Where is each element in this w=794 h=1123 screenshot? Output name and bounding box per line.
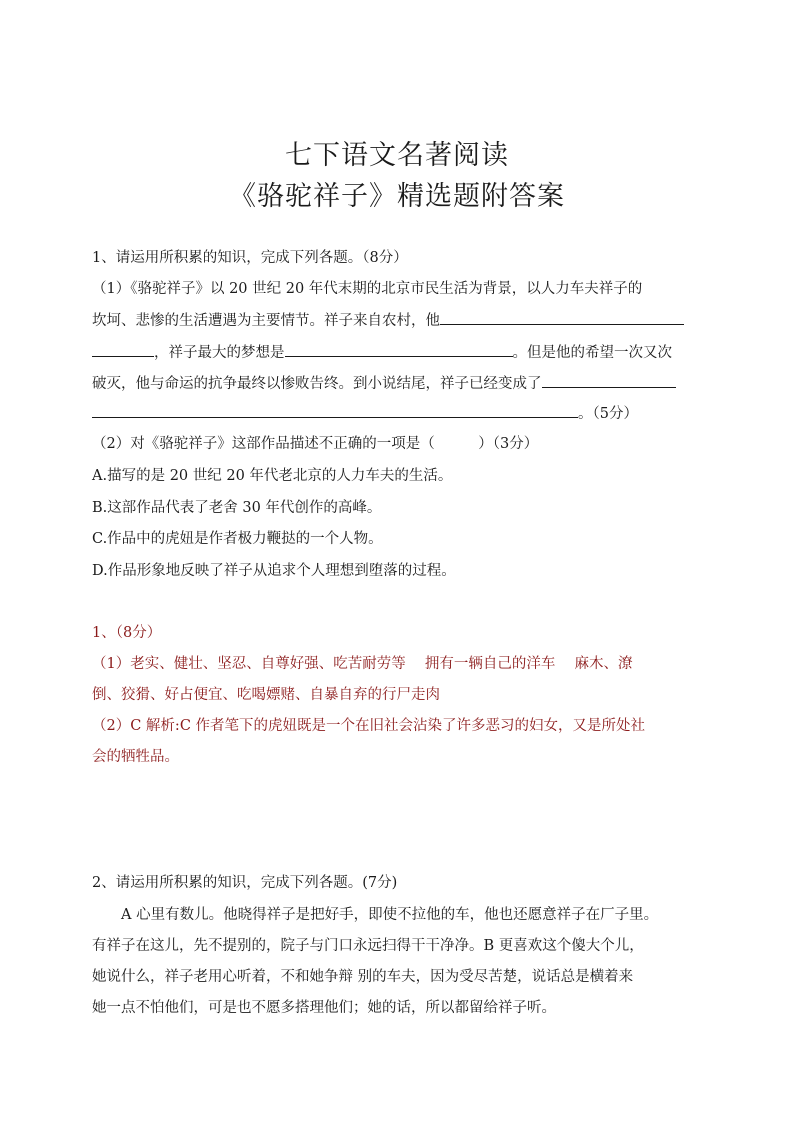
question-1-part1-line3 bbox=[92, 342, 672, 363]
answer-blank-1-cont[interactable] bbox=[92, 342, 154, 357]
option-d: D.作品形象地反映了祥子从追求个人理想到堕落的过程。 bbox=[92, 563, 456, 579]
answer-blank-1[interactable] bbox=[440, 310, 684, 325]
question-1-ending-text: 破灭，他与命运的抗争最终以惨败告终。到小说结尾，祥子已经变成了 bbox=[92, 376, 542, 392]
answer-blank-3-cont[interactable] bbox=[92, 403, 578, 418]
answer-1-line3: （2）C 解析:C 作者笔下的虎妞既是一个在旧社会沾染了许多恶习的妇女，又是所处社 bbox=[92, 718, 646, 734]
question-1-stem: 1、请运用所积累的知识，完成下列各题。（8分） bbox=[92, 250, 408, 266]
question-1-part1-score: 。（5分） bbox=[578, 406, 638, 422]
document-title-line1: 七下语文名著阅读 bbox=[285, 140, 509, 171]
question-1-part1-line2 bbox=[92, 310, 684, 331]
question-2-stem: 2、请运用所积累的知识，完成下列各题。(7分) bbox=[92, 875, 398, 891]
question-1-part1-line1: （1）《骆驼祥子》以 20 世纪 20 年代末期的北京市民生活为背景，以人力车夫祥子的 bbox=[92, 281, 643, 297]
answer-1-line2: 倒、狡猾、好占便宜、吃喝嫖赌、自暴自弃的行尸走肉 bbox=[92, 687, 440, 703]
option-a: A.描写的是 20 世纪 20 年代老北京的人力车夫的生活。 bbox=[92, 468, 453, 484]
passage-line3: 她说什么，祥子老用心听着，不和她争辩 别的车夫，因为受尽苦楚，说话总是横着来 bbox=[92, 969, 634, 985]
answer-1-heading: 1、（8分） bbox=[92, 625, 162, 641]
question-1-part1-line5 bbox=[92, 403, 638, 424]
passage-line4: 她一点不怕他们，可是也不愿多搭理他们；她的话，所以都留给祥子听。 bbox=[92, 1000, 556, 1016]
question-1-part1-text: 坎坷、悲惨的生活遭遇为主要情节。祥子来自农村，他 bbox=[92, 313, 440, 329]
question-1-part2-stem: （2）对《骆驼祥子》这部作品描述不正确的一项是（ ）（3分） bbox=[92, 436, 539, 452]
answer-1-line1: （1）老实、健壮、坚忍、自尊好强、吃苦耐劳等 拥有一辆自己的洋车 麻木、潦 bbox=[92, 656, 633, 672]
document-title-line2: 《骆驼祥子》精选题附答案 bbox=[229, 181, 565, 212]
passage-line1: A 心里有数儿。他晓得祥子是把好手，即使不拉他的车，他也还愿意祥子在厂子里。 bbox=[92, 907, 659, 923]
option-c: C.作品中的虎妞是作者极力鞭挞的一个人物。 bbox=[92, 531, 383, 547]
answer-blank-3[interactable] bbox=[542, 373, 676, 388]
answer-1-line4: 会的牺牲品。 bbox=[92, 749, 179, 765]
option-b: B.这部作品代表了老舍 30 年代创作的高峰。 bbox=[92, 500, 382, 516]
question-1-part1-line4 bbox=[92, 373, 676, 394]
question-1-hope-text: 。但是他的希望一次又次 bbox=[512, 345, 672, 361]
question-1-dream-label: ，祥子最大的梦想是 bbox=[154, 345, 285, 361]
passage-line2: 有祥子在这儿，先不提别的，院子与门口永远扫得干干净净。B 更喜欢这个傻大个儿， bbox=[92, 938, 644, 954]
answer-blank-2[interactable] bbox=[285, 342, 513, 357]
